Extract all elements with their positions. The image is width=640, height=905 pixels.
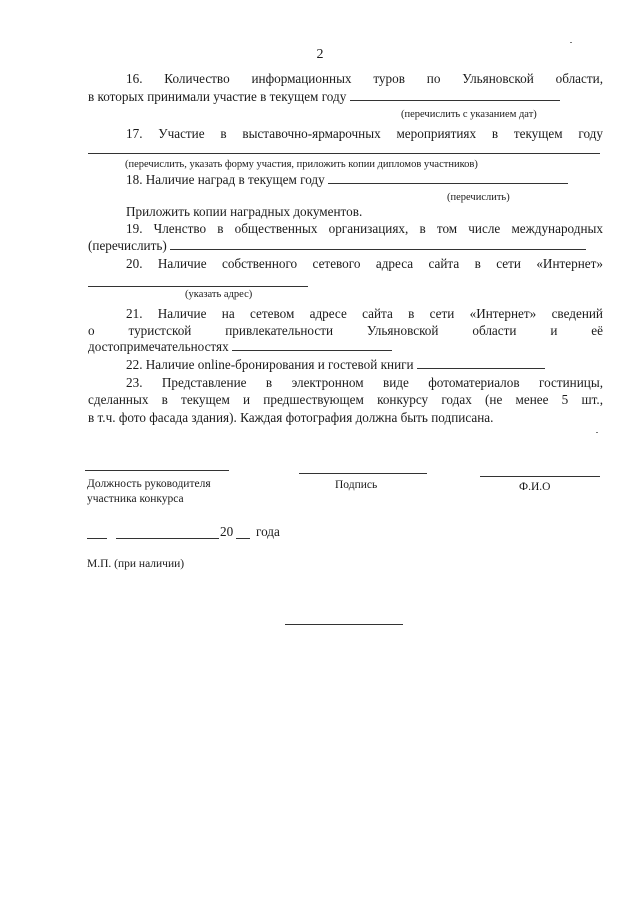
- item-18-line-1: 18. Наличие наград в текущем году: [126, 172, 568, 188]
- year-field[interactable]: [236, 538, 250, 539]
- full-name-label: Ф.И.О: [519, 481, 551, 493]
- item-20-hint: (указать адрес): [185, 289, 253, 300]
- item-16-line-1: 16. Количество информационных туров по Ульяновской области,: [126, 71, 603, 86]
- year-suffix: года: [256, 524, 280, 539]
- page-number: 2: [316, 47, 324, 62]
- item-22-answer-field[interactable]: [417, 368, 545, 369]
- item-16-hint: (перечислить с указанием дат): [401, 109, 537, 120]
- item-17-line-1: 17. Участие в выставочно-ярмарочных мероприятиях в текущем году: [126, 126, 603, 141]
- day-field[interactable]: [87, 538, 107, 539]
- item-18-hint: (перечислить): [447, 192, 510, 203]
- signature-line[interactable]: [299, 473, 427, 474]
- closing-rule: [285, 624, 403, 625]
- item-20-line-1: 20. Наличие собственного сетевого адреса сайта в сети «Интернет»: [126, 256, 603, 271]
- position-signature-line[interactable]: [85, 470, 229, 471]
- item-16-line-2: в которых принимали участие в текущем году: [88, 89, 560, 105]
- stamp-note: М.П. (при наличии): [87, 558, 185, 570]
- item-18-answer-field[interactable]: [328, 183, 568, 184]
- item-19-line-2: (перечислить): [88, 238, 586, 254]
- item-20-answer-field[interactable]: [88, 286, 308, 287]
- item-17-hint: (перечислить, указать форму участия, приложить копии дипломов участников): [125, 159, 478, 170]
- item-21-line-3: достопримечательностях: [88, 339, 392, 355]
- scan-speck: [570, 42, 572, 43]
- item-21-line-1: 21. Наличие на сетевом адресе сайта в сети «Интернет» сведений: [126, 306, 603, 321]
- item-19-answer-field[interactable]: [170, 249, 586, 250]
- scan-speck: [596, 432, 598, 433]
- item-16-answer-field[interactable]: [350, 100, 560, 101]
- position-label: Должность руководителя участника конкурса: [87, 478, 211, 505]
- item-23-line-1: 23. Представление в электронном виде фотоматериалов гостиницы,: [126, 375, 603, 390]
- item-21-line-2: о туристской привлекательности Ульяновской области и её: [88, 323, 603, 338]
- month-field[interactable]: [116, 538, 219, 539]
- item-18-line-2: Приложить копии наградных документов.: [126, 204, 363, 219]
- item-23-line-3: в т.ч. фото фасада здания). Каждая фотография должна быть подписана.: [88, 410, 494, 425]
- item-22-line-1: 22. Наличие online-бронирования и гостевой книги: [126, 357, 545, 373]
- full-name-line[interactable]: [480, 476, 600, 477]
- item-21-answer-field[interactable]: [232, 350, 392, 351]
- year-prefix: 20: [220, 524, 234, 539]
- item-23-line-2: сделанных в текущем и предшествующем конкурсу годах (не менее 5 шт.,: [88, 392, 603, 407]
- item-17-answer-field[interactable]: [88, 153, 600, 154]
- signature-label: Подпись: [335, 479, 378, 491]
- item-19-line-1: 19. Членство в общественных организациях, в том числе международных: [126, 221, 603, 236]
